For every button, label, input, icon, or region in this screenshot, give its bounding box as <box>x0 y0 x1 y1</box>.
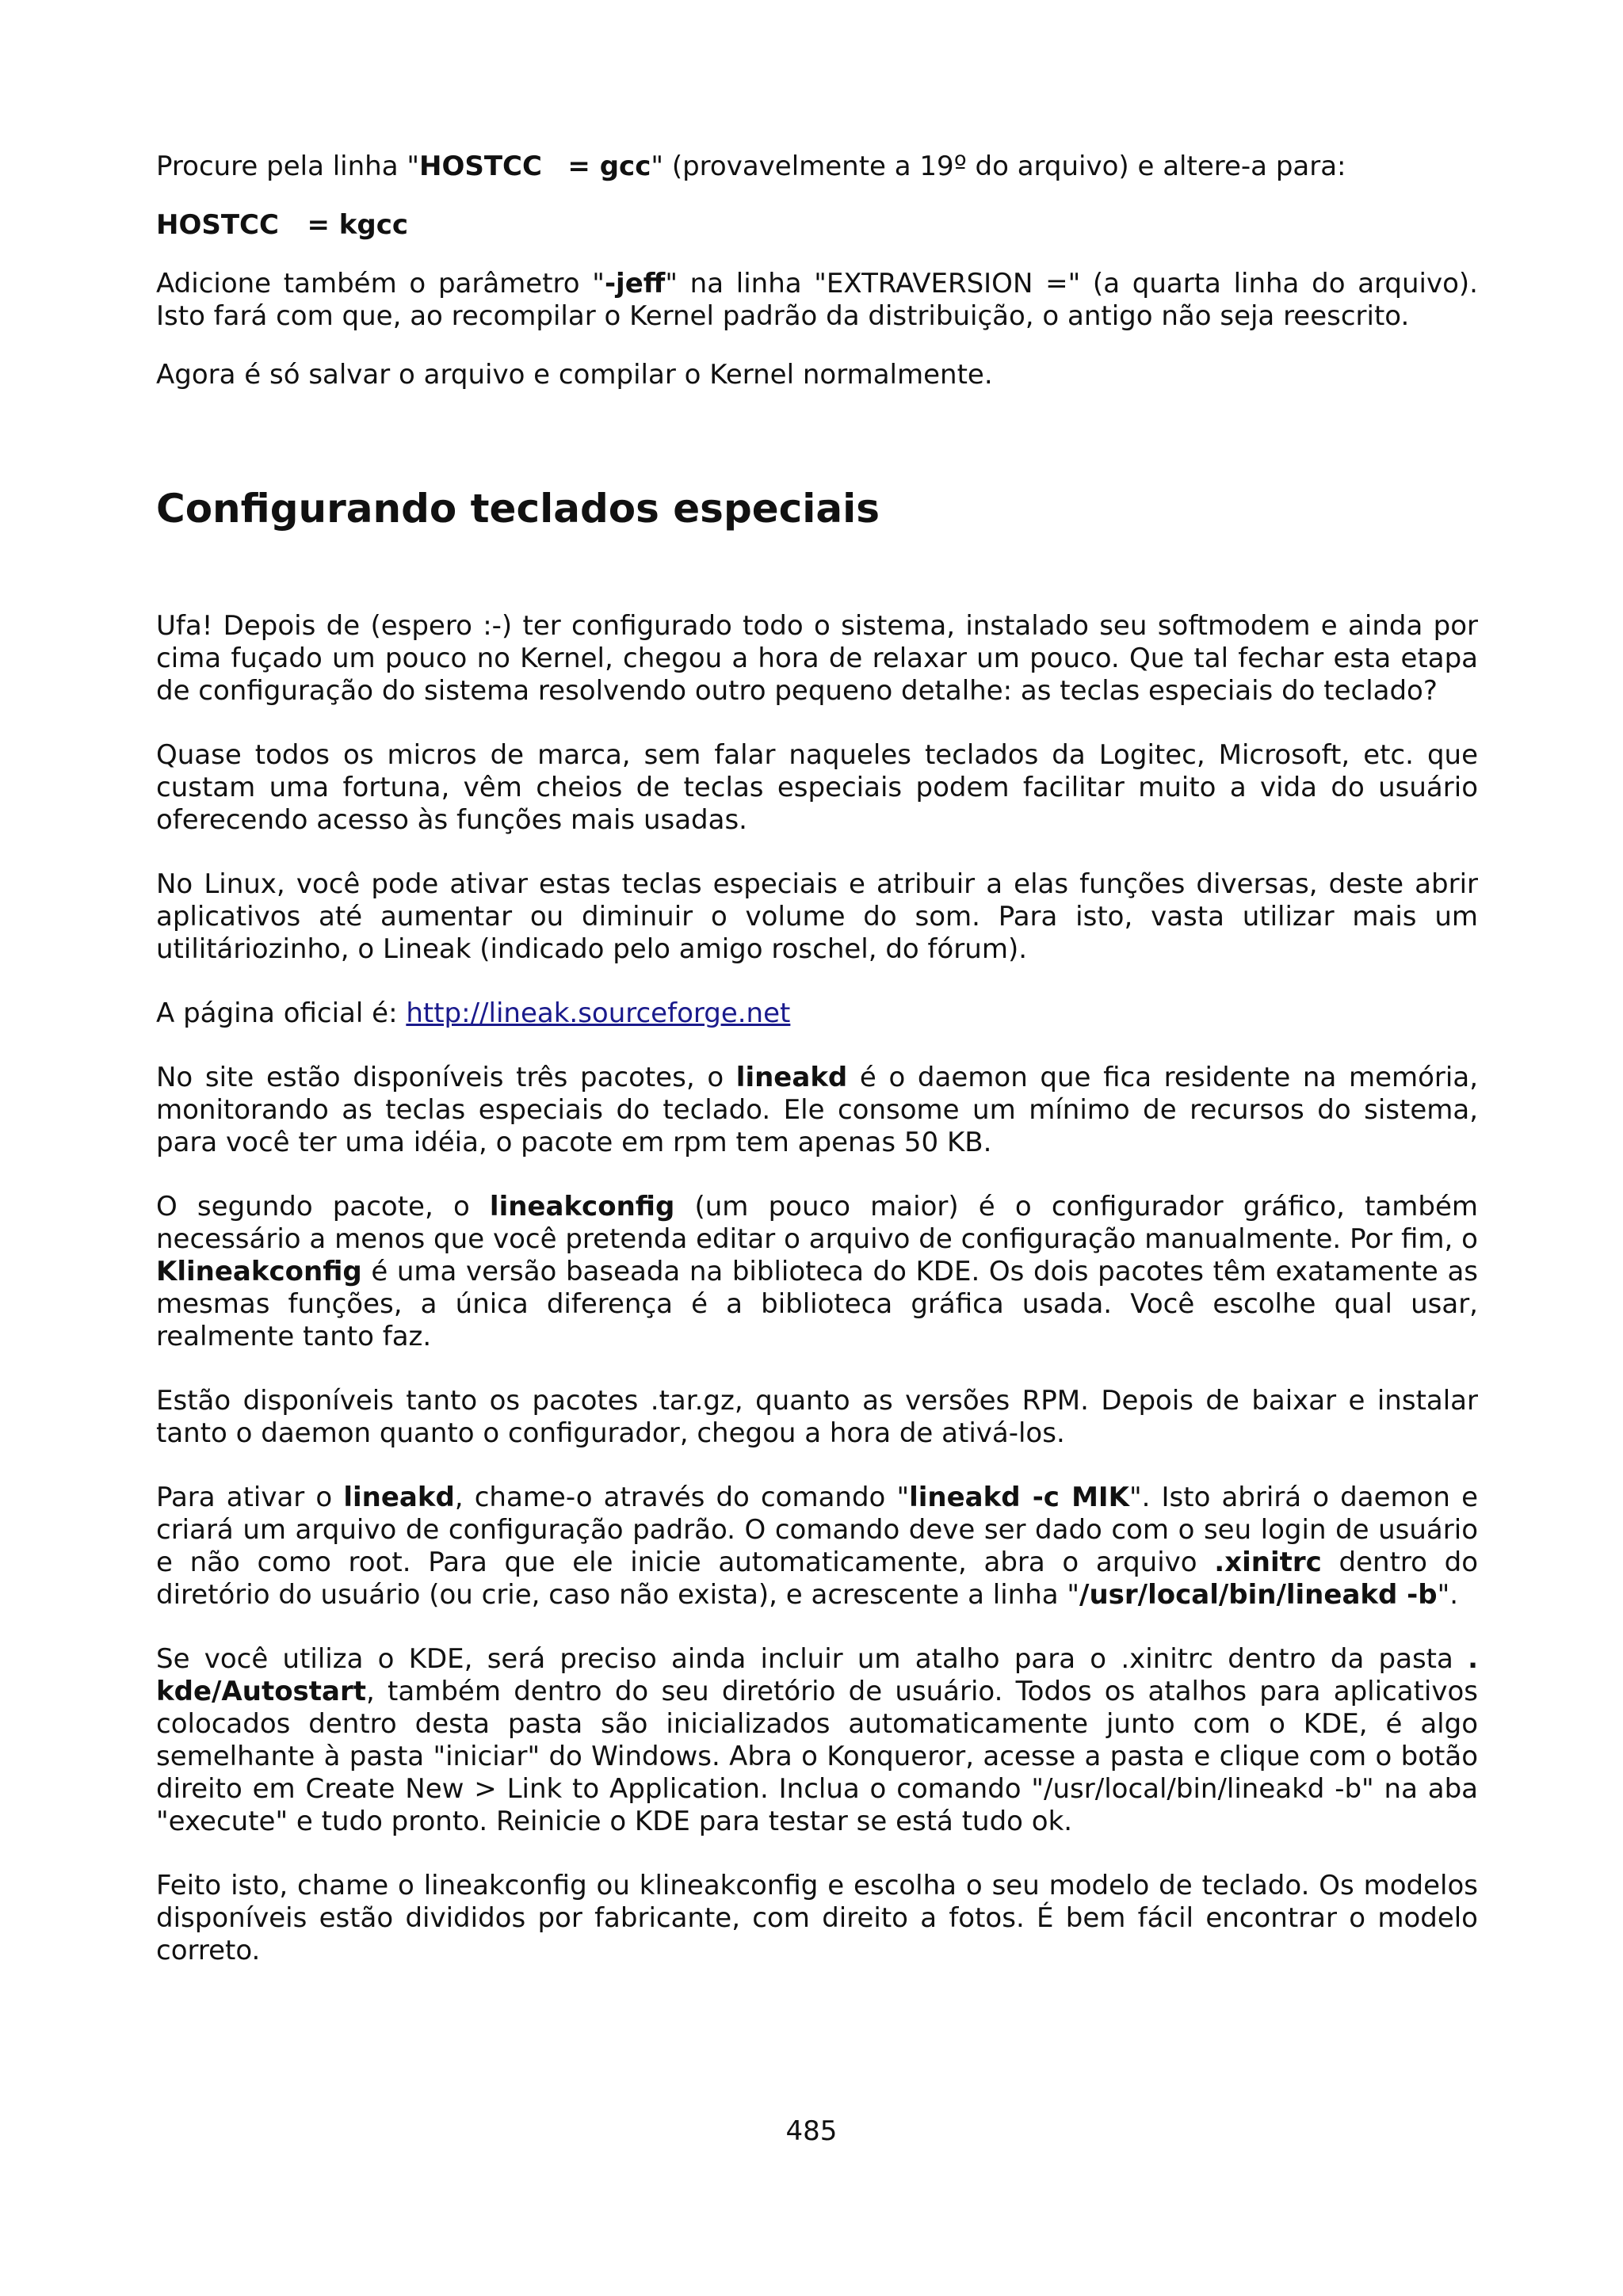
paragraph-hostcc-value <box>156 209 1478 242</box>
text-run: , chame-o através do comando " <box>454 1482 910 1513</box>
bold-run: lineakd <box>343 1482 455 1513</box>
paragraph-disponiveis: Estão disponíveis tanto os pacotes .tar.gz, quanto as versões RPM. Depois de baixar e instalar tanto o daemon quanto o configurador, chegou a hora de ativá-los. <box>156 1385 1478 1449</box>
paragraph-no-linux: No Linux, você pode ativar estas teclas especiais e atribuir a elas funções diversas, deste abrir aplicativos até aumentar ou diminuir o volume do som. Para isto, vasta utilizar mais um utilitáriozinho, o Lineak (indicado pelo amigo roschel, do fórum). <box>156 868 1478 965</box>
bold-run: .xinitrc <box>1214 1547 1322 1578</box>
text-run: dentro do diretório do usuário (ou crie, caso não exista), e acrescente a linha " <box>156 1547 1479 1611</box>
paragraph-hostcc-instruction <box>156 151 1478 183</box>
bold-run: . kde/Autostart <box>156 1643 1478 1707</box>
text-run: Procure pela linha " <box>156 151 419 182</box>
text-run: , também dentro do seu diretório de usuário. Todos os atalhos para aplicativos colocados dentro desta pasta são inicializados automaticamente junto com o KDE, é algo semelhante à pasta "iniciar" do Windows. Abra o Konqueror, acesse a pasta e clique com o botão direito em Create New > Link to Application. Inclua o comando "/usr/local/bin/lineakd -b" na aba "execute" e tudo pronto. Reinicie o KDE para testar se está tudo ok. <box>156 1676 1478 1837</box>
text-run: No site estão disponíveis três pacotes, o <box>156 1062 736 1093</box>
text-run: A página oficial é: <box>156 997 407 1029</box>
text-run: é uma versão baseada na biblioteca do KDE. Os dois pacotes têm exatamente as mesmas funções, a única diferença é a biblioteca gráfica usada. Você escolhe qual usar, realmente tanto faz. <box>156 1256 1478 1352</box>
bold-run: Klineakconfig <box>156 1256 362 1287</box>
page-number: 485 <box>785 2115 838 2147</box>
document-page <box>156 151 1478 1967</box>
text-run: Se você utiliza o KDE, será preciso ainda incluir um atalho para o .xinitrc dentro da pasta <box>156 1643 1468 1675</box>
bold-run: /usr/local/bin/lineakd -b <box>1079 1579 1438 1611</box>
text-run <box>542 151 567 182</box>
text-run: Para ativar o <box>156 1482 344 1513</box>
paragraph-micros-de-marca: Quase todos os micros de marca, sem falar naqueles teclados da Logitec, Microsoft, etc. que custam uma fortuna, vêm cheios de teclas especiais podem facilitar muito a vida do usuário oferecendo acesso às funções mais usadas. <box>156 739 1478 836</box>
paragraph-save-compile: Agora é só salvar o arquivo e compilar o Kernel normalmente. <box>156 359 993 391</box>
paragraph-kde-autostart <box>156 1643 1478 1838</box>
bold-run: lineakd -c MIK <box>909 1482 1129 1513</box>
bold-run: lineakconfig <box>489 1191 675 1222</box>
paragraph-ufa: Ufa! Depois de (espero :-) ter configurado todo o sistema, instalado seu softmodem e ainda por cima fuçado um pouco no Kernel, chegou a hora de relaxar um pouco. Que tal fechar esta etapa de configuração do sistema resolvendo outro pequeno detalhe: as teclas especiais do teclado? <box>156 610 1478 707</box>
section-heading: Configurando teclados especiais <box>156 486 880 532</box>
bold-run: lineakd <box>735 1062 848 1093</box>
text-run: O segundo pacote, o <box>156 1191 490 1222</box>
text-run: ". <box>1437 1579 1459 1611</box>
bold-run: -jeff <box>604 268 666 299</box>
paragraph-pacotes <box>156 1062 1478 1159</box>
paragraph-feito-isto: Feito isto, chame o lineakconfig ou klineakconfig e escolha o seu modelo de teclado. Os modelos disponíveis estão divididos por fabricante, com direito a fotos. É bem fácil encontrar o modelo correto. <box>156 1870 1478 1966</box>
text-run: (um pouco maior) é o configurador gráfico, também necessário a menos que você pretenda editar o arquivo de configuração manualmente. Por fim, o <box>156 1191 1478 1255</box>
text-run: ". Isto abrirá o daemon e criará um arquivo de configuração padrão. O comando deve ser dado com o seu login de usuário e não como root. Para que ele inicie automaticamente, abra o arquivo <box>156 1482 1478 1578</box>
paragraph-segundo-pacote <box>156 1191 1478 1353</box>
bold-run: HOSTCC = kgcc <box>156 209 409 241</box>
paragraph-extraversion <box>156 268 1478 333</box>
paragraph-pagina-oficial <box>156 997 1478 1030</box>
bold-run: HOSTCC <box>419 151 542 182</box>
paragraph-ativar-lineakd <box>156 1482 1478 1611</box>
lineak-homepage-link[interactable]: http://lineak.sourceforge.net <box>406 997 791 1029</box>
text-run: " (provavelmente a 19º do arquivo) e altere-a para: <box>651 151 1346 182</box>
text-run: é o daemon que fica residente na memória, monitorando as teclas especiais do teclado. Ele consome um mínimo de recursos do sistema, para você ter uma idéia, o pacote em rpm tem apenas 50 KB. <box>156 1062 1478 1158</box>
text-run: Adicione também o parâmetro " <box>156 268 605 299</box>
bold-run: = gcc <box>567 151 651 182</box>
text-run: " na linha "EXTRAVERSION =" (a quarta linha do arquivo). Isto fará com que, ao recompilar o Kernel padrão da distribuição, o antigo não seja reescrito. <box>156 268 1478 332</box>
